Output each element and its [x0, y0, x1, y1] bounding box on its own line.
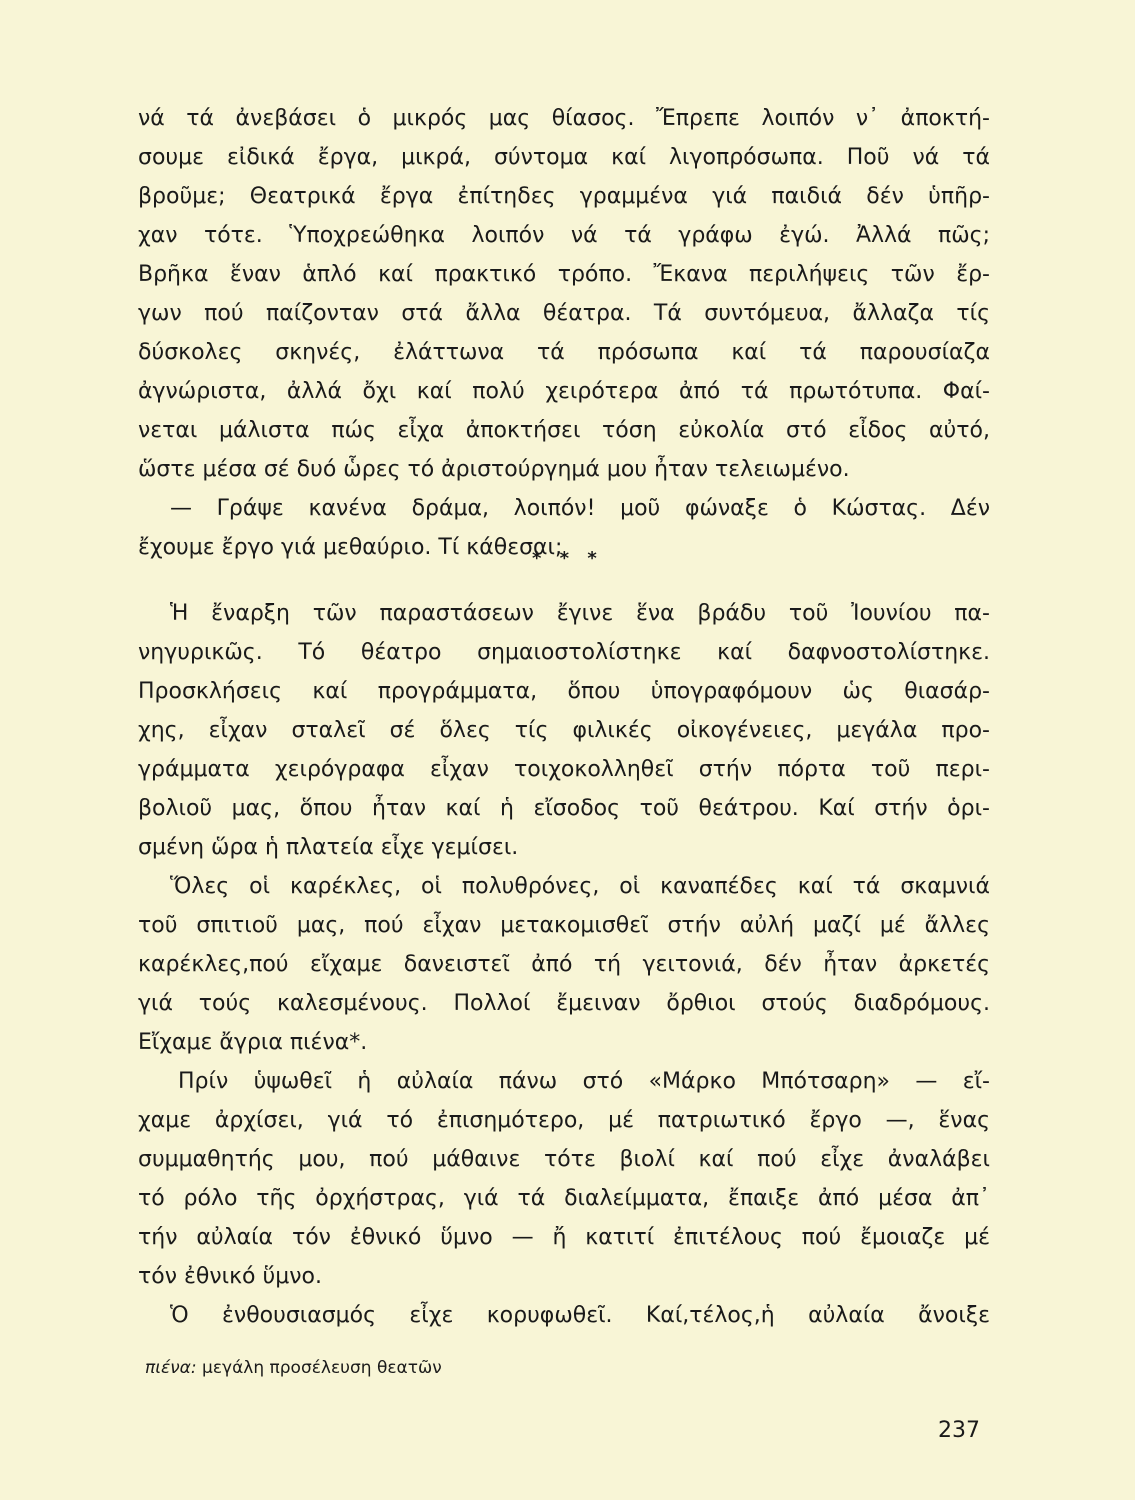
text-line: Πρίν ὑψωθεῖ ἡ αὐλαία πάνω στό «Μάρκο Μπότσαρη» — εἴ- [178, 1069, 990, 1094]
footnote [145, 1358, 442, 1378]
text-line: Βρῆκα ἕναν ἁπλό καί πρακτικό τρόπο. Ἔκανα περιλήψεις τῶν ἔρ- [138, 262, 990, 287]
text-line: σουμε εἰδικά ἔργα, μικρά, σύντομα καί λιγοπρόσωπα. Ποῦ νά τά [138, 145, 990, 170]
text-line: Ἡ ἔναρξη τῶν παραστάσεων ἔγινε ἕνα βράδυ τοῦ Ἰουνίου πα- [170, 601, 990, 626]
text-line: βροῦμε; Θεατρικά ἔργα ἐπίτηδες γραμμένα γιά παιδιά δέν ὑπῆρ- [138, 184, 990, 209]
text-line: συμμαθητής μου, πού μάθαινε τότε βιολί καί πού εἶχε ἀναλάβει [138, 1147, 990, 1172]
text-line: τό ρόλο τῆς ὀρχήστρας, γιά τά διαλείμματα, ἔπαιξε ἀπό μέσα ἀπ᾽ [138, 1186, 990, 1211]
section-divider: * * * [532, 548, 603, 569]
footnote-term: πιένα: [145, 1358, 197, 1378]
text-line: νεται μάλιστα πώς εἶχα ἀποκτήσει τόση εὐκολία στό εἶδος αὐτό, [138, 418, 990, 443]
text-line: δύσκολες σκηνές, ἐλάττωνα τά πρόσωπα καί τά παρουσίαζα [138, 340, 990, 365]
text-line: βολιοῦ μας, ὅπου ἦταν καί ἡ εἴσοδος τοῦ θεάτρου. Καί στήν ὁρι- [138, 796, 990, 821]
text-line: σμένη ὥρα ἡ πλατεία εἶχε γεμίσει. [138, 835, 519, 860]
text-line: νηγυρικῶς. Τό θέατρο σημαιοστολίστηκε καί δαφνοστολίστηκε. [138, 640, 990, 665]
text-line: χης, εἶχαν σταλεῖ σέ ὅλες τίς φιλικές οἰκογένειες, μεγάλα προ- [138, 718, 990, 743]
text-line: ὥστε μέσα σέ δυό ὧρες τό ἀριστούργημά μου ἦταν τελειωμένο. [138, 457, 850, 482]
dialogue-line: — Γράψε κανένα δράμα, λοιπόν! μοῦ φώναξε ὁ Κώστας. Δέν [170, 496, 990, 521]
text-line: Ὁ ἐνθουσιασμός εἶχε κορυφωθεῖ. Καί,τέλος,ἡ αὐλαία ἄνοιξε [170, 1303, 990, 1328]
text-line: ἀγνώριστα, ἀλλά ὄχι καί πολύ χειρότερα ἀπό τά πρωτότυπα. Φαί- [138, 379, 990, 404]
text-line: νά τά ἀνεβάσει ὁ μικρός μας θίασος. Ἔπρεπε λοιπόν ν᾽ ἀποκτή- [138, 106, 990, 131]
text-line: καρέκλες,πού εἴχαμε δανειστεῖ ἀπό τή γειτονιά, δέν ἦταν ἀρκετές [138, 952, 990, 977]
dialogue-line: ἔχουμε ἔργο γιά μεθαύριο. Τί κάθεσαι; [138, 535, 563, 560]
text-line: τοῦ σπιτιοῦ μας, πού εἶχαν μετακομισθεῖ στήν αὐλή μαζί μέ ἄλλες [138, 913, 990, 938]
text-line: Προσκλήσεις καί προγράμματα, ὅπου ὑπογραφόμουν ὡς θιασάρ- [138, 679, 990, 704]
text-line: Εἴχαμε ἄγρια πιένα*. [138, 1030, 368, 1055]
text-line: γράμματα χειρόγραφα εἶχαν τοιχοκολληθεῖ στήν πόρτα τοῦ περι- [138, 757, 990, 782]
text-line: χαν τότε. Ὑποχρεώθηκα λοιπόν νά τά γράφω ἐγώ. Ἀλλά πῶς; [138, 223, 990, 248]
page-number: 237 [938, 1418, 980, 1443]
text-line: γων πού παίζονταν στά ἄλλα θέατρα. Τά συντόμευα, ἄλλαζα τίς [138, 301, 990, 326]
text-line: τήν αὐλαία τόν ἐθνικό ὕμνο — ἤ κατιτί ἐπιτέλους πού ἔμοιαζε μέ [138, 1225, 990, 1250]
text-line: χαμε ἀρχίσει, γιά τό ἐπισημότερο, μέ πατριωτικό ἔργο —, ἕνας [138, 1108, 990, 1133]
text-line: γιά τούς καλεσμένους. Πολλοί ἔμειναν ὄρθιοι στούς διαδρόμους. [138, 991, 990, 1016]
text-line: Ὅλες οἱ καρέκλες, οἱ πολυθρόνες, οἱ καναπέδες καί τά σκαμνιά [170, 874, 990, 899]
footnote-definition: μεγάλη προσέλευση θεατῶν [202, 1358, 442, 1378]
text-line: τόν ἐθνικό ὕμνο. [138, 1264, 322, 1289]
